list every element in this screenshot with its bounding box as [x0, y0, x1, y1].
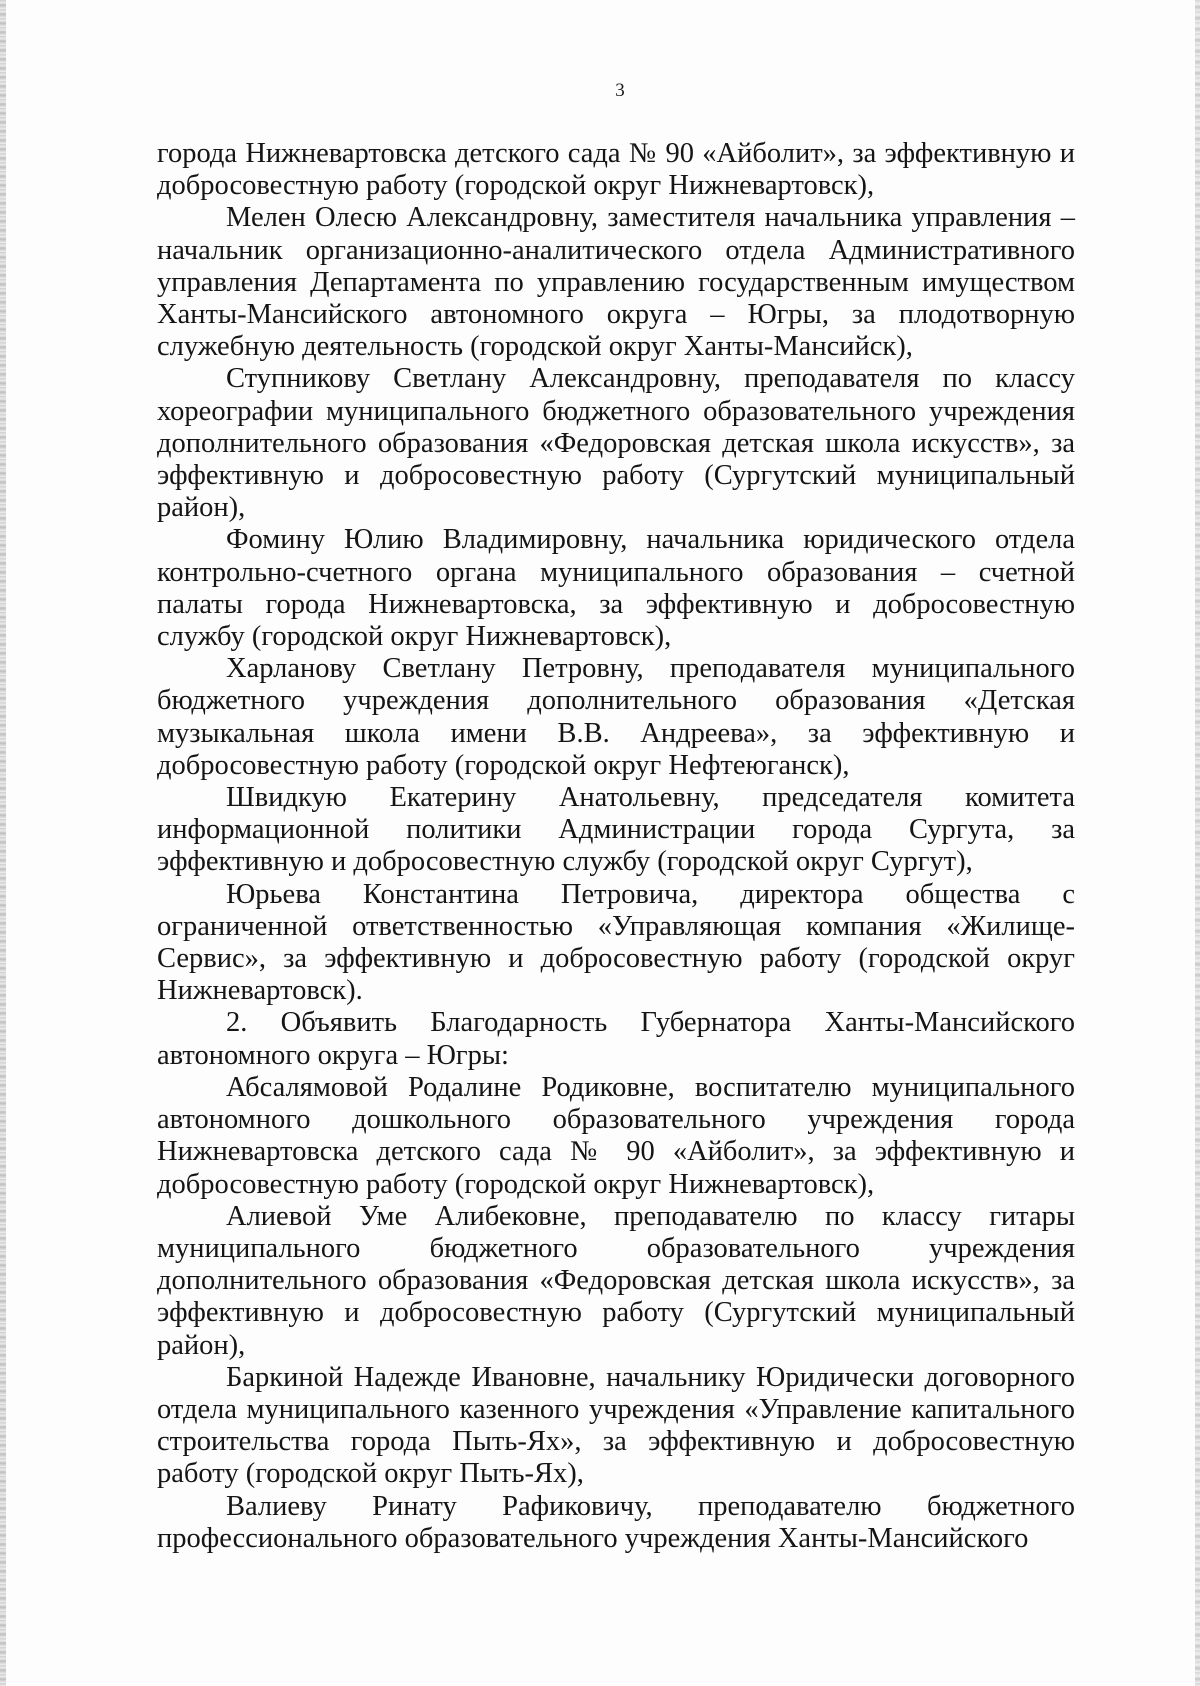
- paragraph-continuation: города Нижневартовска детского сада № 90 «Айболит», за эффективную и добросовестную работу (городской округ Нижневартовск),: [157, 138, 1075, 202]
- page-number: 3: [615, 80, 625, 101]
- scan-edge-left: [0, 0, 6, 1686]
- paragraph-valiev: Валиеву Ринату Рафиковичу, преподавателю бюджетного профессионального образовательного учреждения Ханты-Мансийского: [157, 1490, 1075, 1554]
- paragraph-absalyamova: Абсалямовой Родалине Родиковне, воспитателю муниципального автономного дошкольного образовательного учреждения города Нижневартовска детского сада № 90 «Айболит», за эффективную и добросовестную работу (городской округ Нижневартовск),: [157, 1071, 1075, 1200]
- paragraph-melen: Мелен Олесю Александровну, заместителя начальника управления – начальник организационно-аналитического отдела Административного управления Департамента по управлению государственным имуществом Ханты-Мансийского автономного округа – Югры, за плодотворную служебную деятельность (городской округ Ханты-Мансийск),: [157, 202, 1075, 363]
- paragraph-barkina: Баркиной Надежде Ивановне, начальнику Юридически договорного отдела муниципального казенного учреждения «Управление капитального строительства города Пыть-Ях», за эффективную и добросовестную работу (городской округ Пыть-Ях),: [157, 1361, 1075, 1490]
- section-2-heading: 2. Объявить Благодарность Губернатора Ханты-Мансийского автономного округа – Югры:: [157, 1007, 1075, 1071]
- paragraph-stupnikova: Ступникову Светлану Александровну, преподавателя по классу хореографии муниципального бюджетного образовательного учреждения дополнительного образования «Федоровская детская школа искусств», за эффективную и добросовестную работу (Сургутский муниципальный район),: [157, 363, 1075, 524]
- paragraph-kharlanova: Харланову Светлану Петровну, преподавателя муниципального бюджетного учреждения дополнительного образования «Детская музыкальная школа имени В.В. Андреева», за эффективную и добросовестную работу (городской округ Нефтеюганск),: [157, 653, 1075, 781]
- paragraph-yuryev: Юрьева Константина Петровича, директора общества с ограниченной ответственностью «Управляющая компания «Жилище-Сервис», за эффективную и добросовестную работу (городской округ Нижневартовск).: [157, 878, 1075, 1007]
- scan-edge-right: [1195, 0, 1200, 1686]
- paragraph-fomina: Фомину Юлию Владимировну, начальника юридического отдела контрольно-счетного органа муниципального образования – счетной палаты города Нижневартовска, за эффективную и добросовестную службу (городской округ Нижневартовск),: [157, 524, 1075, 653]
- paragraph-shvidkaya: Швидкую Екатерину Анатольевну, председателя комитета информационной политики Администрации города Сургута, за эффективную и добросовестную службу (городской округ Сургут),: [157, 782, 1075, 878]
- document-body: [157, 138, 1075, 1555]
- paragraph-alieva: Алиевой Уме Алибековне, преподавателю по классу гитары муниципального бюджетного образовательного учреждения дополнительного образования «Федоровская детская школа искусств», за эффективную и добросовестную работу (Сургутский муниципальный район),: [157, 1200, 1075, 1361]
